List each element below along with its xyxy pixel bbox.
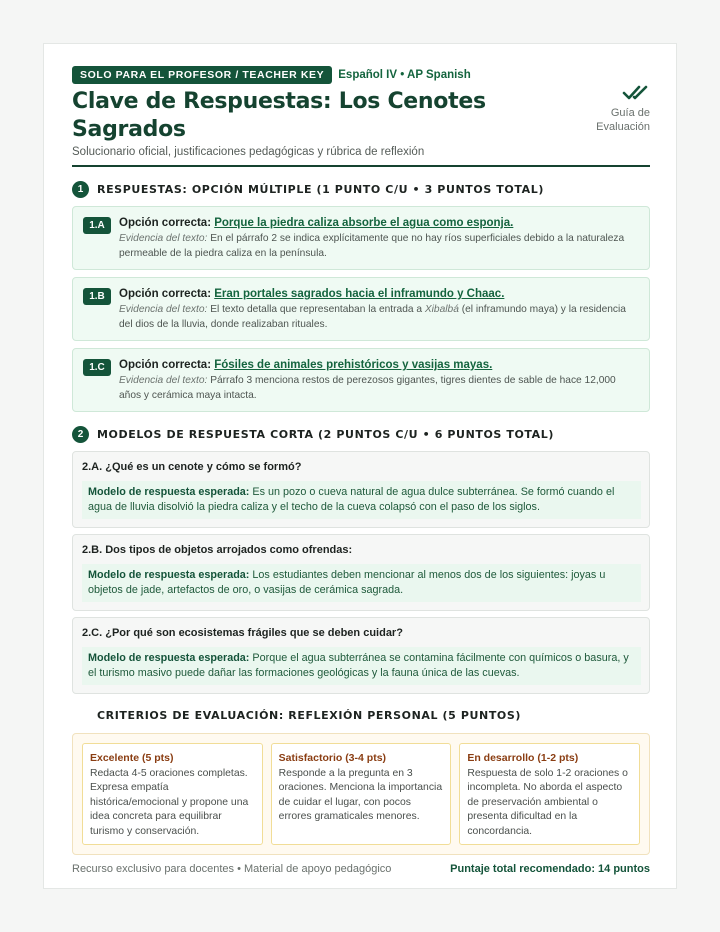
question-tag: 1.B <box>83 288 111 305</box>
badge-row <box>72 66 650 84</box>
short-answer-question: 2.C. ¿Por qué son ecosistemas frágiles que se deben cuidar? <box>82 627 403 639</box>
rubric-level-text: Respuesta de solo 1-2 oraciones o incompleta. No aborda el aspecto de preservación ambiental o presenta dificultad en la concordancia. <box>467 768 628 837</box>
model-answer-label: Modelo de respuesta esperada: <box>88 486 250 498</box>
question-tag: 1.C <box>83 359 111 376</box>
model-answer <box>82 564 641 602</box>
section-title: RESPUESTAS: OPCIÓN MÚLTIPLE (1 PUNTO C/U • 3 PUNTOS TOTAL) <box>97 182 544 196</box>
short-answer-question: 2.B. Dos tipos de objetos arrojados como ofrendas: <box>82 544 353 556</box>
footer-note: Recurso exclusivo para docentes • Material de apoyo pedagógico <box>72 863 392 875</box>
section-2-heading <box>72 425 650 443</box>
model-answer <box>82 481 641 519</box>
rubric-level-title: Satisfactorio (3-4 pts) <box>278 752 387 764</box>
rubric-level-excellent <box>82 743 263 845</box>
rubric-level-title: En desarrollo (1-2 pts) <box>467 752 579 764</box>
evidence-emphasis: Xibalbá <box>424 304 459 315</box>
correct-answer: Porque la piedra caliza absorbe el agua como esponja. <box>214 217 514 229</box>
page-title: Clave de Respuestas: Los Cenotes Sagrados <box>72 89 486 142</box>
header <box>72 66 650 167</box>
model-answer-label: Modelo de respuesta esperada: <box>88 652 250 664</box>
section-3-heading <box>72 706 650 724</box>
evidence-text: En el párrafo 2 se indica explícitamente que no hay ríos superficiales debido a la naturaleza permeable de la piedra caliza en la península. <box>119 233 625 259</box>
evidence-label: Evidencia del texto: <box>119 233 208 244</box>
evidence-text-pre: El texto detalla que representaban la entrada a <box>210 304 423 315</box>
total-score: Puntaje total recomendado: 14 puntos <box>450 863 650 875</box>
text-evidence <box>119 303 639 332</box>
guide-label-line2: Evaluación <box>596 121 650 133</box>
text-evidence <box>119 374 639 403</box>
mc-answer-card <box>72 206 650 270</box>
answer-key-page <box>43 43 677 889</box>
rubric-level-developing <box>459 743 640 845</box>
correct-answer: Fósiles de animales prehistóricos y vasijas mayas. <box>214 359 493 371</box>
section-number: 1 <box>72 181 89 198</box>
page-subtitle: Solucionario oficial, justificaciones pedagógicas y rúbrica de reflexión <box>72 146 425 158</box>
model-answer-text: Porque el agua subterránea se contamina fácilmente con químicos o basura, y el turismo masivo puede dañar las formaciones geológicas y la fauna única de las cuevas. <box>88 652 629 679</box>
model-answer-text: Los estudiantes deben mencionar al menos dos de los siguientes: joyas u objetos de jade, artefactos de oro, o vasijas de cerámica sagrada. <box>88 569 606 596</box>
rubric-level-text: Redacta 4-5 oraciones completas. Expresa empatía histórica/emocional y propone una idea concreta para equilibrar turismo y conservación. <box>90 768 249 837</box>
header-divider <box>72 165 650 167</box>
course-label: Español IV • AP Spanish <box>338 69 471 81</box>
section-title: CRITERIOS DE EVALUACIÓN: REFLEXIÓN PERSONAL (5 PUNTOS) <box>97 708 522 722</box>
correct-answer: Eran portales sagrados hacia el inframundo y Chaac. <box>214 288 505 300</box>
rubric <box>72 733 650 855</box>
short-answer-card <box>72 617 650 694</box>
correct-option-label: Opción correcta: <box>119 288 212 300</box>
footer <box>72 863 650 875</box>
text-evidence <box>119 232 639 261</box>
evidence-text-post: (el inframundo maya) y la residencia del dios de la lluvia, donde realizaban rituales. <box>119 304 626 330</box>
short-answer-question: 2.A. ¿Qué es un cenote y cómo se formó? <box>82 461 302 473</box>
section-title: MODELOS DE RESPUESTA CORTA (2 PUNTOS C/U • 6 PUNTOS TOTAL) <box>97 427 555 441</box>
model-answer-label: Modelo de respuesta esperada: <box>88 569 250 581</box>
model-answer-text: Es un pozo o cueva natural de agua dulce subterránea. Se formó cuando el agua de lluvia disolvió la piedra caliza y el techo de la cueva colapsó con el paso de los siglos. <box>88 486 615 513</box>
mc-answer-card <box>72 348 650 412</box>
correct-option-label: Opción correcta: <box>119 217 212 229</box>
correct-option <box>119 216 639 231</box>
evidence-label: Evidencia del texto: <box>119 375 208 386</box>
guide-label <box>570 106 650 134</box>
correct-option-label: Opción correcta: <box>119 359 212 371</box>
rubric-level-satisfactory <box>271 743 452 845</box>
mc-answer-card <box>72 277 650 341</box>
correct-option <box>119 287 639 302</box>
correct-option <box>119 358 639 373</box>
section-1-heading <box>72 180 650 198</box>
rubric-level-text: Responde a la pregunta en 3 oraciones. Menciona la importancia de cuidar el lugar, con pocos errores gramaticales menores. <box>278 768 443 823</box>
section-number: 2 <box>72 426 89 443</box>
evidence-text: Párrafo 3 menciona restos de perezosos gigantes, tigres dientes de sable de hace 12,000 años y cerámica maya intacta. <box>119 375 616 401</box>
short-answer-card <box>72 534 650 611</box>
page-content <box>72 66 650 875</box>
evidence-label: Evidencia del texto: <box>119 304 208 315</box>
guide-label-line1: Guía de <box>610 107 650 119</box>
teacher-key-badge: SOLO PARA EL PROFESOR / TEACHER KEY <box>72 66 332 84</box>
model-answer <box>82 647 641 685</box>
short-answer-card <box>72 451 650 528</box>
question-tag: 1.A <box>83 217 111 234</box>
double-check-icon <box>622 84 650 102</box>
evaluation-guide <box>570 84 650 134</box>
rubric-level-title: Excelente (5 pts) <box>90 752 174 764</box>
